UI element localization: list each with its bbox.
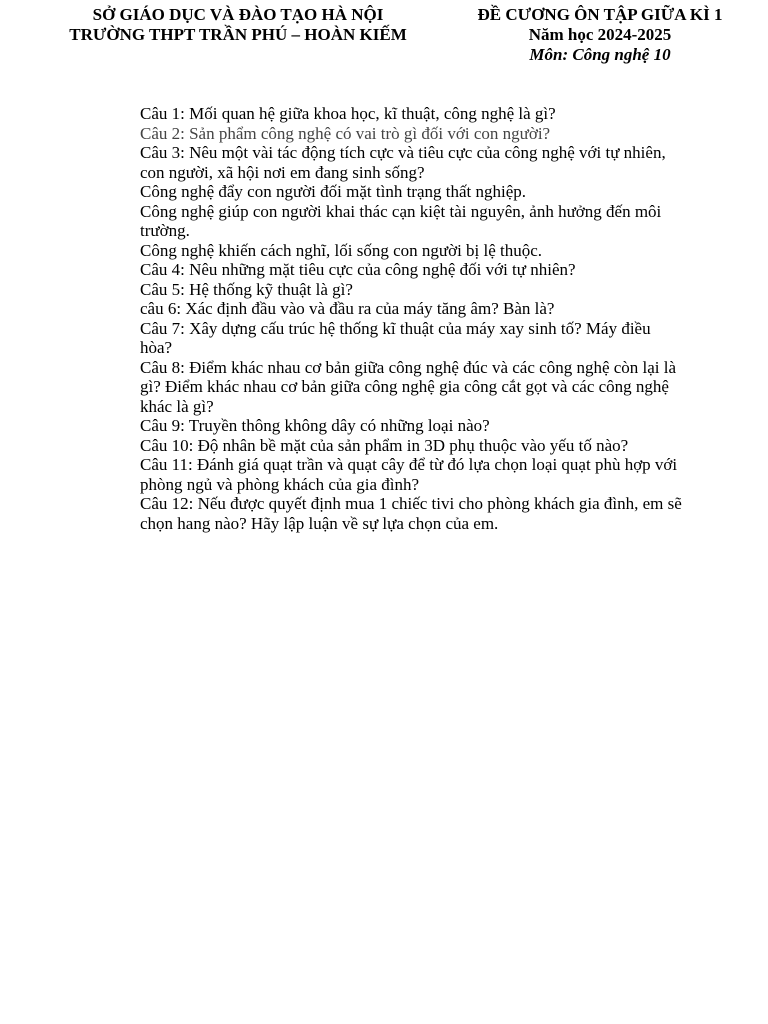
question-11: Câu 11: Đánh giá quạt trần và quạt cây để từ đó lựa chọn loại quạt phù hợp với phòng ngủ và phòng khách của gia đình?	[140, 455, 678, 494]
school-header	[50, 5, 426, 45]
department-name: SỞ GIÁO DỤC VÀ ĐÀO TẠO HÀ NỘI	[92, 5, 384, 24]
question-10: Câu 10: Độ nhân bề mặt của sản phẩm in 3D phụ thuộc vào yếu tố nào?	[140, 435, 629, 455]
question-list	[140, 104, 685, 533]
exam-header	[460, 5, 740, 65]
question-2: Câu 2: Sản phẩm công nghệ có vai trò gì đối với con người?	[140, 123, 551, 143]
question-7: Câu 7: Xây dựng cấu trúc hệ thống kĩ thuật của máy xay sinh tố? Máy điều hòa?	[140, 318, 651, 357]
question-8: Câu 8: Điểm khác nhau cơ bản giữa công nghệ đúc và các công nghệ còn lại là gì? Điểm khác nhau cơ bản giữa công nghệ gia công cắt gọt và các công nghệ khác là gì?	[140, 357, 677, 416]
question-1: Câu 1: Mối quan hệ giữa khoa học, kĩ thuật, công nghệ là gì?	[140, 104, 556, 123]
question-12: Câu 12: Nếu được quyết định mua 1 chiếc tivi cho phòng khách gia đình, em sẽ chọn hang nào? Hãy lập luận về sự lựa chọn của em.	[140, 494, 682, 533]
school-year: Năm học 2024-2025	[528, 25, 672, 44]
answer-note-2: Công nghệ giúp con người khai thác cạn kiệt tài nguyên, ảnh hưởng đến môi trường.	[140, 201, 662, 240]
question-6: câu 6: Xác định đầu vào và đầu ra của máy tăng âm? Bàn là?	[140, 299, 555, 318]
school-name: TRƯỜNG THPT TRẦN PHÚ – HOÀN KIẾM	[69, 25, 407, 44]
question-3: Câu 3: Nêu một vài tác động tích cực và tiêu cực của công nghệ với tự nhiên, con người, xã hội nơi em đang sinh sống?	[140, 143, 666, 182]
question-4: Câu 4: Nêu những mặt tiêu cực của công nghệ đối với tự nhiên?	[140, 260, 576, 279]
subject-name: Môn: Công nghệ 10	[529, 45, 671, 64]
document-title: ĐỀ CƯƠNG ÔN TẬP GIỮA KÌ 1	[477, 5, 723, 24]
answer-note-3: Công nghệ khiến cách nghĩ, lối sống con người bị lệ thuộc.	[140, 240, 543, 260]
question-5: Câu 5: Hệ thống kỹ thuật là gì?	[140, 279, 353, 299]
answer-note-1: Công nghệ đẩy con người đối mặt tình trạng thất nghiệp.	[140, 182, 527, 201]
question-9: Câu 9: Truyền thông không dây có những loại nào?	[140, 416, 490, 435]
